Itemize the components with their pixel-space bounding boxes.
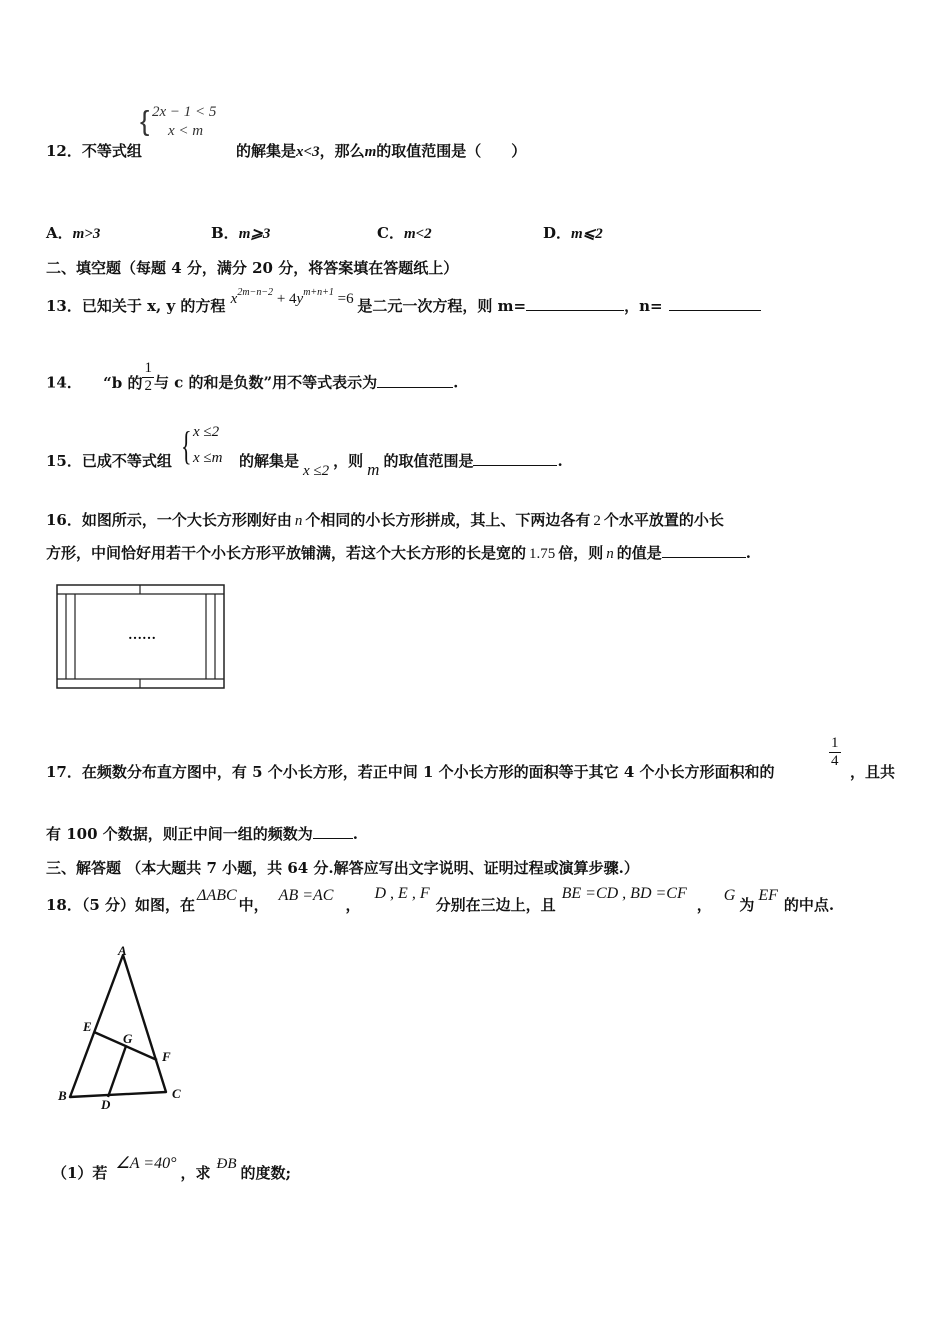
q17-line1-text: 在频数分布直方图中，有 5 个小长方形，若正中间 1 个小长方形的面积等于其它 4 个小长方形面积和的 — [81, 763, 775, 781]
q14-text-a: “b 的 — [103, 373, 143, 392]
section2-title: 二、填空题（每题 4 分，满分 20 分，将答案填在答题纸上） — [46, 259, 459, 277]
q15-solution: x ≤2 — [303, 463, 330, 479]
q15-text-d: 的取值范围是 — [383, 452, 474, 470]
q12-option-b-label: B． — [211, 224, 239, 242]
q17-blank[interactable] — [313, 824, 353, 839]
q13-blank-n[interactable] — [669, 296, 761, 311]
q14 — [46, 360, 459, 401]
q18-number: 18． — [46, 896, 82, 914]
q18-sub1-angle: ∠A =40° — [115, 1155, 177, 1172]
q12-number: 12． — [46, 142, 82, 160]
q16-line2-b: 倍，则 — [558, 544, 604, 562]
q12-text-d: 的取值范围是（ ） — [376, 142, 527, 160]
q14-end: . — [453, 373, 459, 392]
q17-number: 17． — [46, 763, 82, 781]
q18-sub1-angle-b: ÐB — [216, 1156, 237, 1172]
q13-base-y: y — [296, 291, 304, 307]
q12-option-a-expr: m>3 — [72, 226, 101, 242]
q16-line1 — [46, 509, 724, 530]
q18-t3: 分别在三边上，且 — [435, 896, 556, 914]
q15-end: . — [557, 452, 563, 470]
q13-exp-y: m+n+1 — [303, 287, 334, 298]
q16-var-n: n — [294, 513, 303, 529]
q12-stem — [46, 140, 142, 161]
q15-system-line2: x ≤m — [193, 450, 223, 466]
q18-sub1-c: 的度数; — [240, 1164, 292, 1182]
q14-fraction — [142, 360, 154, 395]
q12-option-a — [46, 222, 100, 243]
q13-eq: =6 — [337, 291, 354, 307]
q15-number: 15． — [46, 452, 82, 470]
q18-sub1 — [52, 1155, 292, 1183]
q14-blank[interactable] — [377, 373, 453, 388]
q12-text-b: 的解集是 — [236, 142, 297, 160]
q18-t1: 中， — [238, 896, 269, 914]
q17-line2 — [46, 823, 358, 844]
q18-label-c: C — [172, 1086, 181, 1101]
q18-eq1: AB =AC — [278, 887, 334, 904]
q16-line1-a: 如图所示，一个大长方形刚好由 — [81, 511, 292, 529]
q15-system-line1: x ≤2 — [193, 424, 220, 440]
q18-sub1-b: ，求 — [180, 1164, 211, 1182]
q12-option-d-expr: m⩽2 — [571, 226, 603, 242]
q17-frac-num: 1 — [831, 735, 839, 751]
q17-end: . — [352, 825, 358, 843]
q16-line1-b: 个相同的小长方形拼成，其上、下两边各有 — [305, 511, 591, 529]
q15-text-a: 已成不等式组 — [81, 452, 172, 470]
q18-t4: ， — [696, 896, 712, 914]
q18-label-d: D — [101, 1097, 111, 1112]
q16-line1-c: 个水平放置的小长 — [603, 511, 724, 529]
q12-text-c: ，那么 — [319, 142, 365, 160]
q12-system-line1: 2x − 1 < 5 — [152, 104, 217, 120]
q18-t2: ， — [345, 896, 361, 914]
q14-frac-den: 2 — [144, 378, 152, 394]
q13-text-b: 是二元一次方程，则 m= — [357, 297, 527, 315]
q16-line2-c: 的值是 — [616, 544, 662, 562]
q16-number: 16． — [46, 511, 82, 529]
q12-option-c-label: C． — [377, 224, 404, 242]
q12-stem-tail — [236, 140, 526, 161]
q13-equation — [230, 287, 358, 307]
q15-text-c: ，则 — [333, 452, 364, 470]
q18-t5: 为 — [739, 896, 755, 914]
q12-option-a-label: A． — [46, 224, 73, 242]
q16-ratio: 1.75 — [529, 546, 556, 562]
q17-frac-den: 4 — [831, 753, 839, 769]
q17-line1-end: ，且共 — [850, 763, 896, 781]
q18-label-b: B — [58, 1088, 67, 1103]
q14-text-b: 与 c 的和是负数”用不等式表示为 — [153, 373, 378, 392]
section3-title: 三、解答题 （本大题共 7 小题，共 64 分.解答应写出文字说明、证明过程或演算步骤.） — [46, 859, 639, 877]
q18-points: D , E , F — [374, 885, 430, 902]
q12-var-m: m — [364, 144, 377, 160]
q12-system-line2: x < m — [168, 123, 204, 139]
q12-condition: x<3 — [296, 144, 320, 160]
q16-blank[interactable] — [662, 543, 746, 558]
q12-option-d-label: D． — [543, 224, 572, 242]
q13-blank-m[interactable] — [526, 296, 624, 311]
q16-line2-a: 方形，中间恰好用若干个小长方形平放铺满，若这个大长方形的长是宽的 — [46, 544, 527, 562]
q13-number: 13． — [46, 297, 82, 315]
q18-label-f: F — [162, 1049, 171, 1064]
q18-ef: EF — [758, 887, 778, 904]
q18-g: G — [723, 887, 736, 904]
q13-exp-x: 2m−n−2 — [237, 287, 274, 298]
q14-number: 14． — [46, 373, 82, 392]
q13-plus: + 4 — [276, 291, 297, 307]
q18-sub1-a: （1）若 — [52, 1164, 108, 1182]
q15-tail — [239, 450, 563, 479]
q12-option-b — [211, 222, 270, 243]
q15-text-b: 的解集是 — [239, 452, 300, 470]
q18-triangle-figure — [52, 942, 192, 1112]
q17-line2-text: 有 100 个数据，则正中间一组的频数为 — [46, 825, 313, 843]
q18-triangle: ΔABC — [197, 887, 237, 904]
q13-text-c: ，n= — [624, 297, 663, 315]
q12-option-c-expr: m<2 — [403, 226, 432, 242]
q18-stem — [46, 885, 835, 915]
q15-blank[interactable] — [473, 451, 557, 466]
q12-option-c — [377, 222, 432, 243]
q12-option-d — [543, 222, 603, 243]
q17-fraction — [829, 735, 841, 770]
q16-rectangle-figure — [56, 584, 226, 690]
q18-label-e: E — [83, 1019, 92, 1034]
q16-dots: …… — [128, 628, 156, 643]
q16-line2 — [46, 542, 751, 563]
q12-option-b-expr: m⩾3 — [238, 226, 271, 242]
q13-text-a: 已知关于 x, y 的方程 — [81, 297, 226, 315]
q18-eq2: BE =CD , BD =CF — [561, 885, 687, 902]
q17-line1 — [46, 761, 775, 782]
q14-frac-num: 1 — [144, 360, 152, 376]
q12-text-a: 不等式组 — [81, 142, 142, 160]
q15-stem — [46, 450, 172, 471]
q16-var-n-2: n — [606, 546, 614, 562]
q13-base-x: x — [230, 291, 238, 307]
q16-two: 2 — [593, 513, 601, 529]
q18-label-a: A — [118, 943, 127, 958]
q18-t6: 的中点. — [783, 896, 835, 914]
q13 — [46, 287, 761, 316]
q18-segment-dg — [108, 1046, 126, 1097]
q18-score: （5 分）如图，在 — [81, 896, 196, 914]
q16-end: . — [745, 544, 752, 562]
q18-label-g: G — [123, 1031, 133, 1046]
q15-var-m: m — [367, 460, 380, 479]
